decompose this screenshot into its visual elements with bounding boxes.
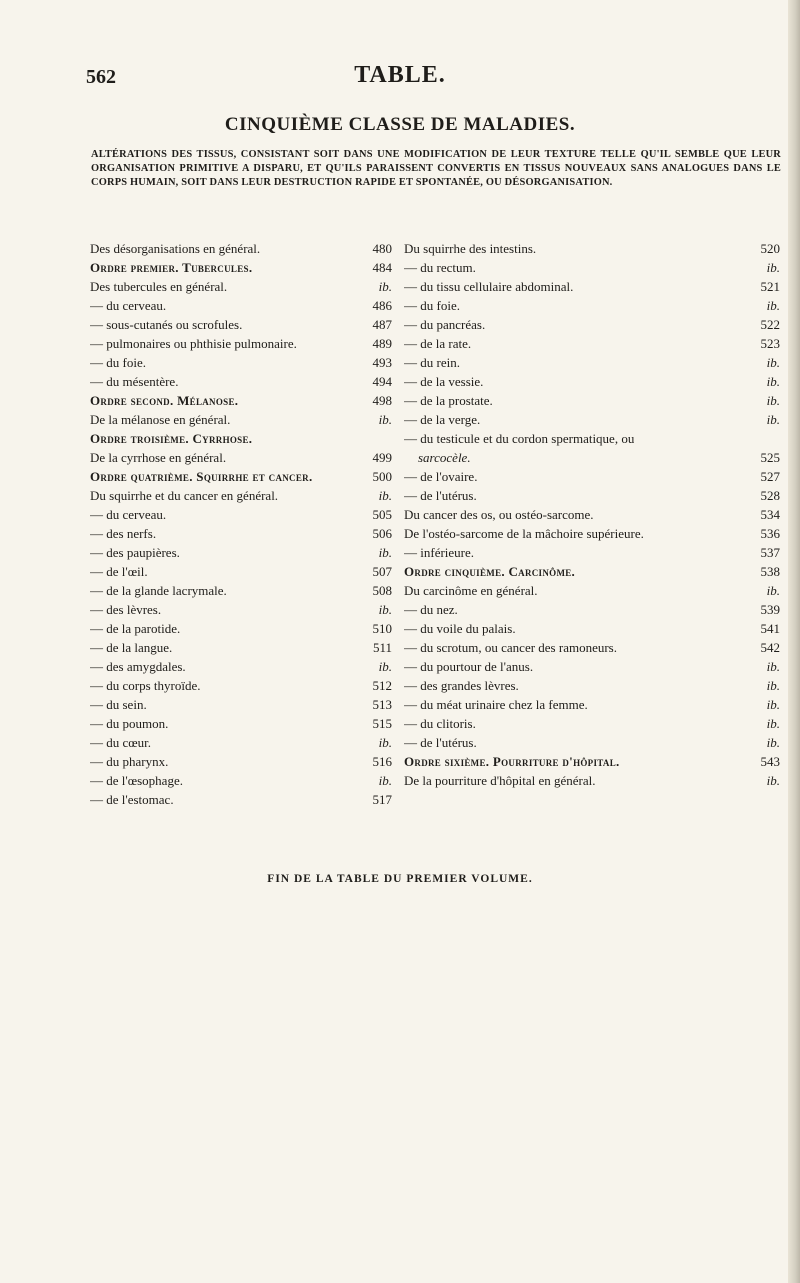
index-entry xyxy=(404,258,780,277)
entry-label: — de la vessie. xyxy=(404,374,484,389)
entry-label: — du méat urinaire chez la femme. xyxy=(404,697,588,712)
entry-label: — du cerveau. xyxy=(90,507,167,522)
index-section-heading xyxy=(90,467,392,486)
entry-label: — du mésentère. xyxy=(90,374,179,389)
index-entry xyxy=(404,714,780,733)
index-entry xyxy=(404,353,780,372)
entry-label: — de l'œil. xyxy=(90,564,148,579)
index-entry xyxy=(404,657,780,676)
index-entry xyxy=(404,695,780,714)
entry-page-number: 523 xyxy=(760,336,780,351)
entry-page-number: 542 xyxy=(760,640,780,655)
entry-page-number: 487 xyxy=(372,317,392,332)
entry-page-number: ib. xyxy=(378,735,392,750)
index-entry xyxy=(90,657,392,676)
entry-label: De la pourriture d'hôpital en général. xyxy=(404,773,596,788)
running-head: TABLE. xyxy=(354,62,446,88)
entry-label: — inférieure. xyxy=(404,545,475,560)
index-entry xyxy=(404,315,780,334)
entry-label: — du corps thyroïde. xyxy=(90,678,201,693)
entry-label: — de la parotide. xyxy=(90,621,181,636)
entry-label: Du cancer des os, ou ostéo-sarcome. xyxy=(404,507,594,522)
entry-label: sarcocèle. xyxy=(418,450,471,465)
index-entry xyxy=(90,353,392,372)
index-section-heading xyxy=(90,429,392,448)
entry-page-number: ib. xyxy=(378,279,392,294)
entry-label: — du sein. xyxy=(90,697,147,712)
class-title: CINQUIÈME CLASSE DE MALADIES. xyxy=(224,114,576,135)
index-entry xyxy=(90,543,392,562)
entry-label: — du clitoris. xyxy=(404,716,476,731)
entry-page-number: ib. xyxy=(378,412,392,427)
entry-page-number: 493 xyxy=(372,355,392,370)
entry-label: — du testicule et du cordon spermatique, ou xyxy=(404,431,635,446)
entry-page-number: 534 xyxy=(760,507,780,522)
entry-page-number: 508 xyxy=(372,583,392,598)
entry-label: Du squirrhe des intestins. xyxy=(404,241,537,256)
entry-page-number: 494 xyxy=(372,374,392,389)
entry-page-number: 484 xyxy=(372,260,392,275)
entry-page-number: 538 xyxy=(760,564,780,579)
index-entry xyxy=(404,581,780,600)
entry-page-number: 500 xyxy=(372,469,392,484)
entry-page-number: 536 xyxy=(760,526,780,541)
index-entry xyxy=(404,543,780,562)
index-entry xyxy=(404,638,780,657)
index-entry xyxy=(90,315,392,334)
entry-label: — du rectum. xyxy=(404,260,476,275)
entry-page-number: 537 xyxy=(760,545,780,560)
index-entry xyxy=(90,239,392,258)
entry-page-number: ib. xyxy=(378,545,392,560)
entry-page-number: 543 xyxy=(760,754,780,769)
index-entry xyxy=(404,733,780,752)
entry-page-number: ib. xyxy=(766,773,780,788)
index-entry xyxy=(90,714,392,733)
entry-page-number: 498 xyxy=(372,393,392,408)
class-description: ALTÉRATIONS DES TISSUS, CONSISTANT SOIT DANS UNE MODIFICATION DE LEUR TEXTURE TELLE QU'IL SEMBLE QUE LEUR ORGANISATION PRIMITIVE A DISPARU, ET QU'ILS PARAISSENT CONVERTIS EN TISSUS NOUVEAUX SANS ANALOGUES DANS LE CORPS HUMAIN, SOIT DANS LEUR DESTRUCTION RAPIDE ET SPONTANÉE, OU DÉSORGANISATION. xyxy=(91,149,781,188)
entry-page-number: 528 xyxy=(760,488,780,503)
entry-label: Ordre quatrième. Squirrhe et cancer. xyxy=(90,469,313,484)
entry-label: — du rein. xyxy=(404,355,460,370)
entry-label: — de l'œsophage. xyxy=(90,773,183,788)
entry-page-number: ib. xyxy=(766,716,780,731)
index-entry xyxy=(90,562,392,581)
index-entry xyxy=(90,638,392,657)
entry-page-number: ib. xyxy=(766,355,780,370)
index-entry xyxy=(90,486,392,505)
entry-label: Du squirrhe et du cancer en général. xyxy=(90,488,279,503)
entry-page-number: ib. xyxy=(766,374,780,389)
index-entry xyxy=(404,296,780,315)
index-entry xyxy=(404,619,780,638)
entry-label: — du foie. xyxy=(90,355,146,370)
entry-page-number: 505 xyxy=(372,507,392,522)
entry-label: De la cyrrhose en général. xyxy=(90,450,227,465)
index-entry xyxy=(404,239,780,258)
entry-page-number: ib. xyxy=(766,678,780,693)
entry-label: Ordre second. Mélanose. xyxy=(90,393,239,408)
index-section-heading xyxy=(90,258,392,277)
entry-page-number: 520 xyxy=(760,241,780,256)
entry-page-number: ib. xyxy=(766,735,780,750)
entry-page-number: 527 xyxy=(760,469,780,484)
entry-page-number: ib. xyxy=(766,659,780,674)
index-entry xyxy=(404,505,780,524)
entry-label: — des nerfs. xyxy=(90,526,157,541)
entry-page-number: ib. xyxy=(378,659,392,674)
entry-page-number: 516 xyxy=(372,754,392,769)
entry-label: — des amygdales. xyxy=(90,659,186,674)
entry-label: — du pancréas. xyxy=(404,317,486,332)
index-entry xyxy=(90,277,392,296)
entry-page-number: 539 xyxy=(760,602,780,617)
entry-label: — de la prostate. xyxy=(404,393,493,408)
page-edge xyxy=(788,0,800,1283)
entry-page-number: ib. xyxy=(378,773,392,788)
index-entry xyxy=(404,467,780,486)
entry-page-number: 522 xyxy=(760,317,780,332)
index-entry xyxy=(90,448,392,467)
entry-label: — de la verge. xyxy=(404,412,481,427)
entry-page-number: 515 xyxy=(372,716,392,731)
index-entry xyxy=(90,581,392,600)
entry-label: — de la langue. xyxy=(90,640,173,655)
index-entry xyxy=(404,771,780,790)
entry-label: Ordre cinquième. Carcinôme. xyxy=(404,564,576,579)
entry-label: — de l'ovaire. xyxy=(404,469,478,484)
index-entry xyxy=(404,277,780,296)
entry-label: De l'ostéo-sarcome de la mâchoire supérieure. xyxy=(404,526,644,541)
entry-page-number: 517 xyxy=(372,792,392,807)
entry-label: — pulmonaires ou phthisie pulmonaire. xyxy=(90,336,297,351)
entry-label: — de la rate. xyxy=(404,336,472,351)
entry-label: — du pourtour de l'anus. xyxy=(404,659,534,674)
entry-label: Des désorganisations en général. xyxy=(90,241,261,256)
entry-page-number: ib. xyxy=(766,697,780,712)
entry-page-number: ib. xyxy=(766,298,780,313)
end-note: FIN DE LA TABLE DU PREMIER VOLUME. xyxy=(267,873,533,885)
entry-label: — du foie. xyxy=(404,298,460,313)
entry-label: — du pharynx. xyxy=(90,754,169,769)
entry-label: — de la glande lacrymale. xyxy=(90,583,227,598)
entry-page-number: 480 xyxy=(372,241,392,256)
entry-label: Ordre sixième. Pourriture d'hôpital. xyxy=(404,754,620,769)
entry-page-number: 521 xyxy=(760,279,780,294)
index-entry xyxy=(404,524,780,543)
index-entry xyxy=(90,505,392,524)
entry-label: — du tissu cellulaire abdominal. xyxy=(404,279,574,294)
index-entry xyxy=(90,790,392,809)
entry-label: — du cœur. xyxy=(90,735,152,750)
entry-page-number: ib. xyxy=(766,393,780,408)
index-entry xyxy=(90,600,392,619)
index-entry xyxy=(404,391,780,410)
index-entry xyxy=(90,296,392,315)
index-entry xyxy=(404,448,780,467)
entry-label: — du poumon. xyxy=(90,716,169,731)
index-entry xyxy=(90,695,392,714)
entry-label: — sous-cutanés ou scrofules. xyxy=(90,317,243,332)
index-entry xyxy=(404,372,780,391)
index-entry xyxy=(404,676,780,695)
index-entry xyxy=(90,752,392,771)
left-index-column xyxy=(90,239,392,809)
entry-label: — du voile du palais. xyxy=(404,621,516,636)
entry-page-number: 512 xyxy=(372,678,392,693)
entry-page-number: 511 xyxy=(372,640,392,655)
entry-label: — du nez. xyxy=(404,602,458,617)
index-entry xyxy=(404,486,780,505)
entry-label: — de l'utérus. xyxy=(404,488,477,503)
entry-label: — des lèvres. xyxy=(90,602,162,617)
entry-label: — des grandes lèvres. xyxy=(404,678,519,693)
entry-page-number: 486 xyxy=(372,298,392,313)
index-section-heading xyxy=(90,391,392,410)
index-section-heading xyxy=(404,562,780,581)
index-section-heading xyxy=(404,752,780,771)
index-entry xyxy=(90,334,392,353)
entry-page-number: ib. xyxy=(766,412,780,427)
entry-label: De la mélanose en général. xyxy=(90,412,231,427)
entry-page-number: ib. xyxy=(378,602,392,617)
index-entry xyxy=(90,619,392,638)
index-entry xyxy=(90,372,392,391)
entry-label: Ordre premier. Tubercules. xyxy=(90,260,253,275)
entry-page-number: ib. xyxy=(378,488,392,503)
index-entry xyxy=(90,524,392,543)
page-number: 562 xyxy=(86,66,116,88)
entry-label: — des paupières. xyxy=(90,545,180,560)
entry-page-number: 513 xyxy=(372,697,392,712)
entry-label: Du carcinôme en général. xyxy=(404,583,538,598)
entry-label: — de l'utérus. xyxy=(404,735,477,750)
entry-page-number: ib. xyxy=(766,260,780,275)
index-entry xyxy=(90,733,392,752)
entry-page-number: 499 xyxy=(372,450,392,465)
entry-page-number: 489 xyxy=(372,336,392,351)
entry-page-number: 507 xyxy=(372,564,392,579)
index-entry xyxy=(90,771,392,790)
index-entry xyxy=(90,410,392,429)
entry-label: Ordre troisième. Cyrrhose. xyxy=(90,431,253,446)
index-entry xyxy=(404,334,780,353)
entry-page-number: ib. xyxy=(766,583,780,598)
entry-page-number: 506 xyxy=(372,526,392,541)
index-entry xyxy=(404,600,780,619)
index-entry xyxy=(404,429,780,448)
entry-page-number: 541 xyxy=(760,621,780,636)
entry-label: — du scrotum, ou cancer des ramoneurs. xyxy=(404,640,617,655)
entry-label: — de l'estomac. xyxy=(90,792,174,807)
entry-page-number: 525 xyxy=(760,450,780,465)
entry-label: Des tubercules en général. xyxy=(90,279,228,294)
index-entry xyxy=(404,410,780,429)
index-entry xyxy=(90,676,392,695)
entry-page-number: 510 xyxy=(372,621,392,636)
right-index-column xyxy=(404,239,780,790)
entry-label: — du cerveau. xyxy=(90,298,167,313)
